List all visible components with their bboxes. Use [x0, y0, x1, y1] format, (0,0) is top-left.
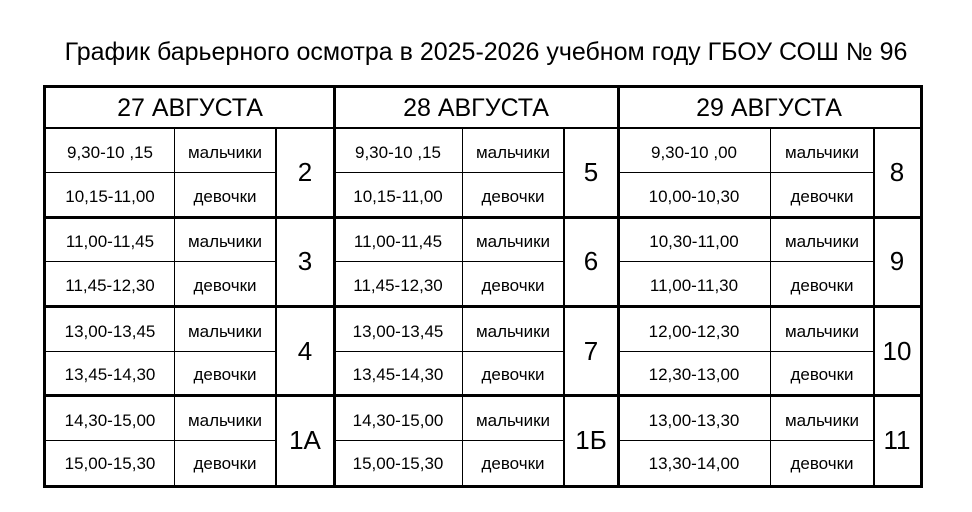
- class-number: 6: [583, 246, 599, 277]
- boys-label: мальчики: [784, 232, 860, 252]
- girls-label: девочки: [481, 275, 545, 295]
- boys-time: 14,30-15,00: [64, 410, 156, 430]
- girls-label: девочки: [481, 454, 545, 474]
- girls-time: 10,00-10,30: [648, 186, 740, 206]
- boys-time: 9,30-10 ,00: [650, 143, 737, 162]
- girls-time: 13,45-14,30: [64, 365, 156, 385]
- class-number: 1А: [289, 424, 321, 455]
- girls-time: 11,45-12,30: [65, 275, 155, 295]
- class-number: 3: [297, 246, 313, 277]
- boys-time: 13,00-13,30: [648, 410, 740, 430]
- class-number: 8: [889, 157, 905, 187]
- girls-label: девочки: [790, 454, 854, 474]
- girls-time: 15,00-15,30: [64, 454, 156, 474]
- boys-time: 9,30-10 ,15: [66, 143, 153, 162]
- girls-time: 10,15-11,00: [65, 186, 155, 206]
- page-title: График барьерного осмотра в 2025-2026 учебном году ГБОУ СОШ № 96: [64, 38, 908, 66]
- boys-time: 11,00-11,45: [65, 232, 155, 252]
- boys-label: мальчики: [187, 232, 263, 252]
- girls-time: 11,00-11,30: [649, 275, 739, 295]
- boys-time: 9,30-10 ,15: [354, 143, 441, 162]
- girls-label: девочки: [481, 365, 545, 385]
- class-number: 10: [882, 335, 912, 366]
- boys-time: 11,00-11,45: [353, 232, 443, 252]
- boys-time: 13,00-13,45: [352, 321, 444, 341]
- boys-label: мальчики: [187, 410, 263, 430]
- boys-label: мальчики: [475, 232, 551, 252]
- girls-time: 12,30-13,00: [648, 365, 740, 385]
- boys-time: 12,00-12,30: [648, 321, 740, 341]
- schedule-table: [43, 85, 923, 488]
- class-number: 11: [883, 424, 911, 455]
- boys-label: мальчики: [784, 410, 860, 430]
- class-number: 1Б: [575, 424, 607, 455]
- class-number: 4: [297, 335, 313, 366]
- day-header: 29 АВГУСТА: [696, 94, 842, 122]
- girls-label: девочки: [193, 275, 257, 295]
- girls-label: девочки: [193, 365, 257, 385]
- day-header: 27 АВГУСТА: [117, 94, 263, 122]
- girls-label: девочки: [790, 275, 854, 295]
- class-number: 2: [297, 157, 313, 187]
- girls-time: 13,45-14,30: [352, 365, 444, 385]
- boys-time: 10,30-11,00: [649, 232, 739, 252]
- boys-label: мальчики: [475, 143, 551, 162]
- class-number: 7: [583, 335, 599, 366]
- girls-time: 10,15-11,00: [353, 186, 443, 206]
- girls-label: девочки: [790, 186, 854, 206]
- boys-label: мальчики: [475, 321, 551, 341]
- girls-label: девочки: [193, 454, 257, 474]
- girls-label: девочки: [790, 365, 854, 385]
- boys-label: мальчики: [784, 143, 860, 162]
- girls-label: девочки: [193, 186, 257, 206]
- boys-time: 13,00-13,45: [64, 321, 156, 341]
- class-number: 9: [889, 246, 905, 277]
- girls-time: 15,00-15,30: [352, 454, 444, 474]
- class-number: 5: [583, 157, 599, 187]
- girls-label: девочки: [481, 186, 545, 206]
- girls-time: 11,45-12,30: [353, 275, 443, 295]
- girls-time: 13,30-14,00: [648, 454, 740, 474]
- boys-label: мальчики: [187, 143, 263, 162]
- day-header: 28 АВГУСТА: [403, 94, 549, 122]
- boys-label: мальчики: [187, 321, 263, 341]
- boys-label: мальчики: [475, 410, 551, 430]
- boys-label: мальчики: [784, 321, 860, 341]
- boys-time: 14,30-15,00: [352, 410, 444, 430]
